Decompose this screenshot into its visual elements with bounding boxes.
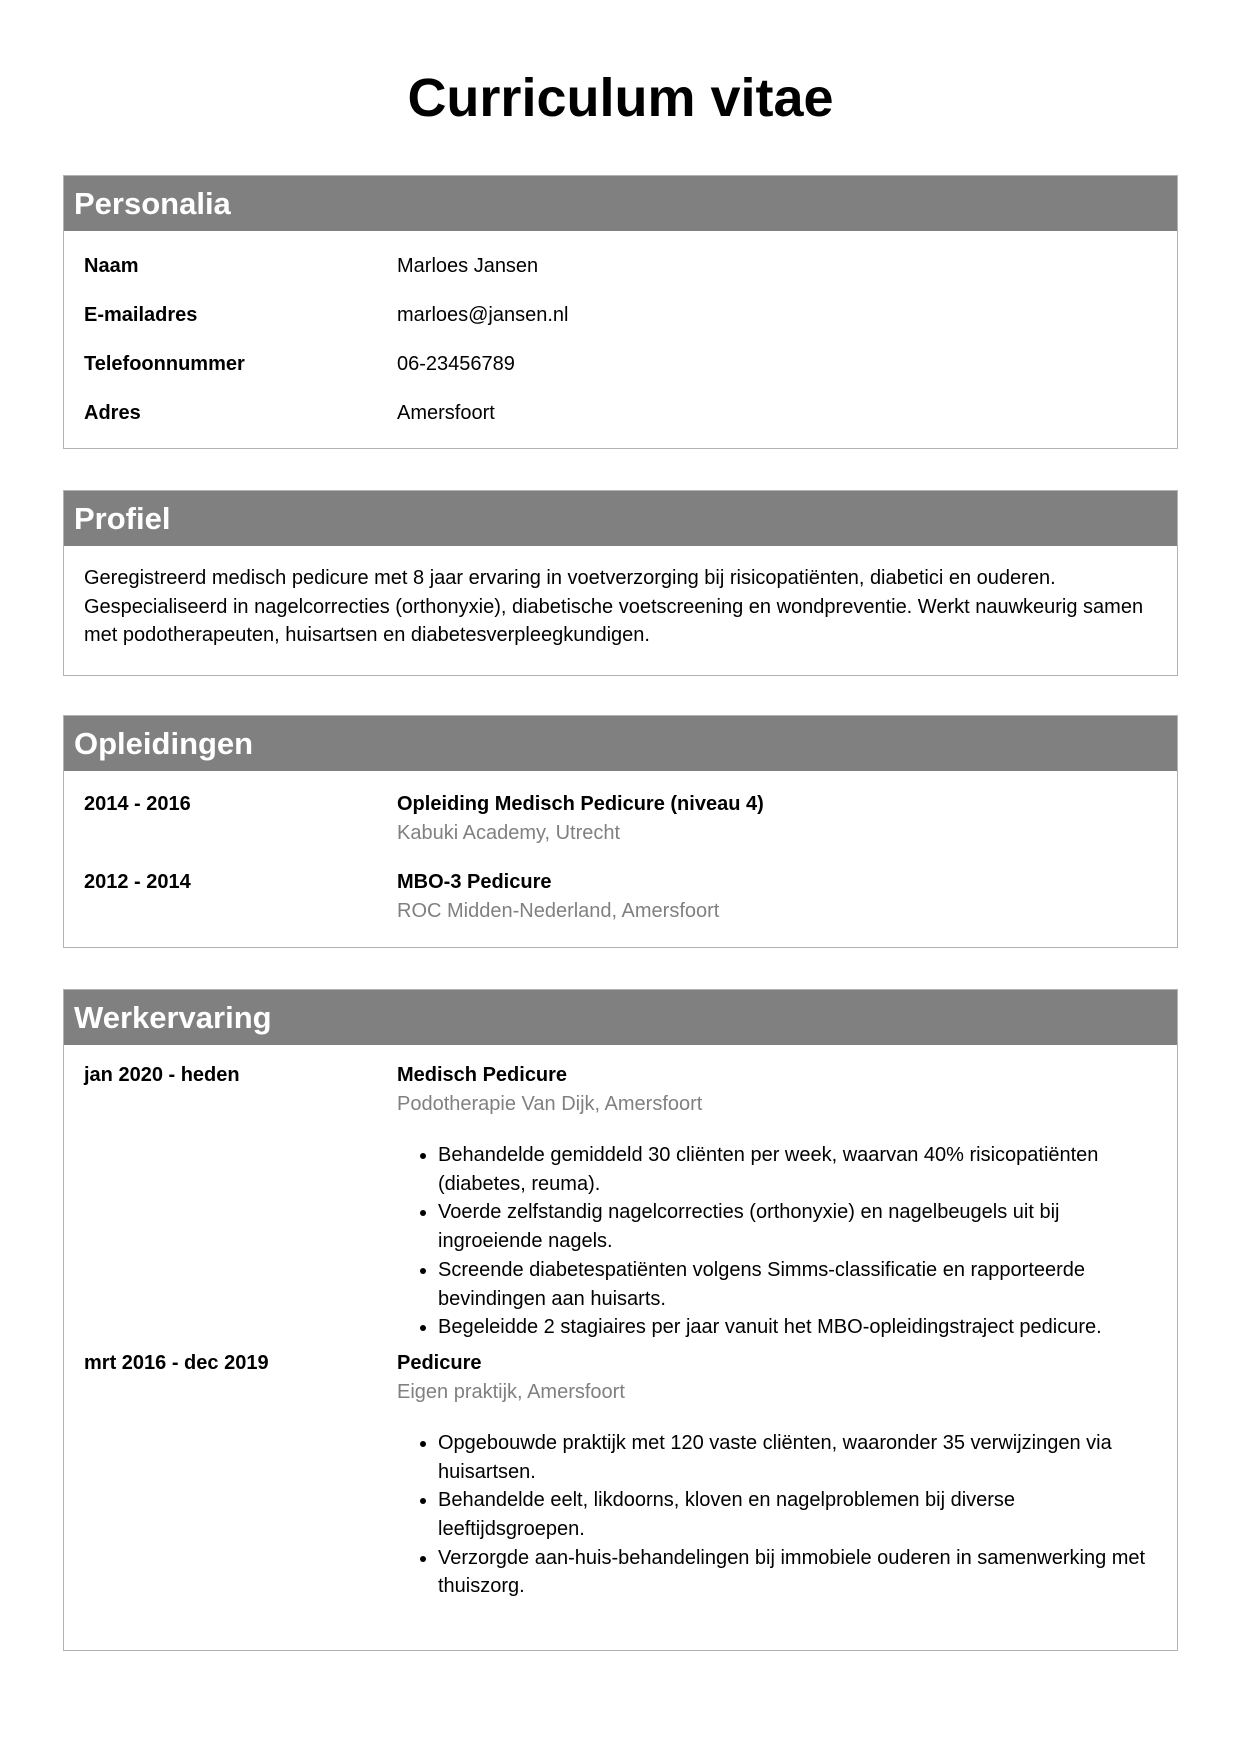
entry-title: Opleiding Medisch Pedicure (niveau 4) <box>397 793 764 815</box>
list-item: • Begeleidde 2 stagiaires per jaar vanuit het MBO-opleidingstraject pedicure. <box>438 1313 1157 1342</box>
field-label: Adres <box>84 402 141 424</box>
list-item: • Opgebouwde praktijk met 120 vaste cliënten, waaronder 35 verwijzingen via huisartsen. <box>438 1429 1157 1486</box>
education-entry <box>84 868 1157 926</box>
section-heading: Profiel <box>64 491 1177 546</box>
entry-employer: Podotherapie Van Dijk, Amersfoort <box>397 1093 703 1115</box>
werkervaring-body <box>64 1045 1177 1621</box>
entry-date: 2014 - 2016 <box>84 793 191 815</box>
work-entry <box>84 1061 1157 1342</box>
field-value-address: Amersfoort <box>397 402 495 424</box>
list-item: • Screende diabetespatiënten volgens Simms-classificatie en rapporteerde bevindingen aan huisarts. <box>438 1256 1157 1313</box>
page-title: Curriculum vitae <box>407 68 834 128</box>
list-item: • Voerde zelfstandig nagelcorrecties (orthonyxie) en nagelbeugels uit bij ingroeiende nagels. <box>438 1198 1157 1255</box>
work-entry <box>84 1349 1157 1601</box>
field-label: E-mailadres <box>84 304 198 326</box>
opleidingen-body <box>64 771 1177 946</box>
section-werkervaring <box>63 989 1178 1651</box>
entry-employer: Eigen praktijk, Amersfoort <box>397 1380 625 1403</box>
field-value-email: marloes@jansen.nl <box>397 304 569 326</box>
bullet-list <box>397 1141 1157 1342</box>
section-heading: Opleidingen <box>64 716 1177 771</box>
entry-date: mrt 2016 - dec 2019 <box>84 1351 269 1374</box>
education-entry <box>84 790 1157 868</box>
personalia-row <box>84 352 1157 401</box>
entry-details <box>397 1349 1157 1601</box>
list-item: • Verzorgde aan-huis-behandelingen bij immobiele ouderen in samenwerking met thuiszorg. <box>438 1544 1157 1601</box>
entry-institution: ROC Midden-Nederland, Amersfoort <box>397 900 720 922</box>
entry-title: Medisch Pedicure <box>397 1064 568 1086</box>
field-label: Naam <box>84 255 139 277</box>
entry-title: MBO-3 Pedicure <box>397 871 552 893</box>
field-value-phone: 06-23456789 <box>397 353 515 375</box>
field-label: Telefoonnummer <box>84 353 245 375</box>
entry-details <box>397 868 1157 926</box>
profiel-body <box>64 546 1177 670</box>
bullet-list <box>397 1429 1157 1601</box>
list-item: • Behandelde eelt, likdoorns, kloven en nagelproblemen bij diverse leeftijdsgroepen. <box>438 1486 1157 1543</box>
entry-date: jan 2020 - heden <box>84 1064 240 1086</box>
entry-date: 2012 - 2014 <box>84 871 191 893</box>
section-heading: Werkervaring <box>64 990 1177 1045</box>
personalia-row <box>84 401 1157 425</box>
personalia-body <box>64 231 1177 445</box>
field-value-name: Marloes Jansen <box>397 255 539 277</box>
entry-details <box>397 790 1157 868</box>
personalia-row <box>84 254 1157 303</box>
entry-institution: Kabuki Academy, Utrecht <box>397 822 621 844</box>
profile-text: Geregistreerd medisch pedicure met 8 jaar ervaring in voetverzorging bij risicopatiënten, diabetici en ouderen. Gespecialiseerd in nagelcorrecties (orthonyxie), diabetische voetscreening en wondpreventie. Werkt nauwkeurig samen met podotherapeuten, huisartsen en diabetesverpleegkundigen. <box>84 567 1144 647</box>
section-personalia <box>63 175 1178 449</box>
section-opleidingen <box>63 715 1178 948</box>
list-item: • Behandelde gemiddeld 30 cliënten per week, waarvan 40% risicopatiënten (diabetes, reuma). <box>438 1141 1157 1198</box>
entry-details <box>397 1061 1157 1342</box>
section-heading: Personalia <box>64 176 1177 231</box>
personalia-row <box>84 303 1157 352</box>
entry-title: Pedicure <box>397 1351 482 1374</box>
section-profiel <box>63 490 1178 676</box>
